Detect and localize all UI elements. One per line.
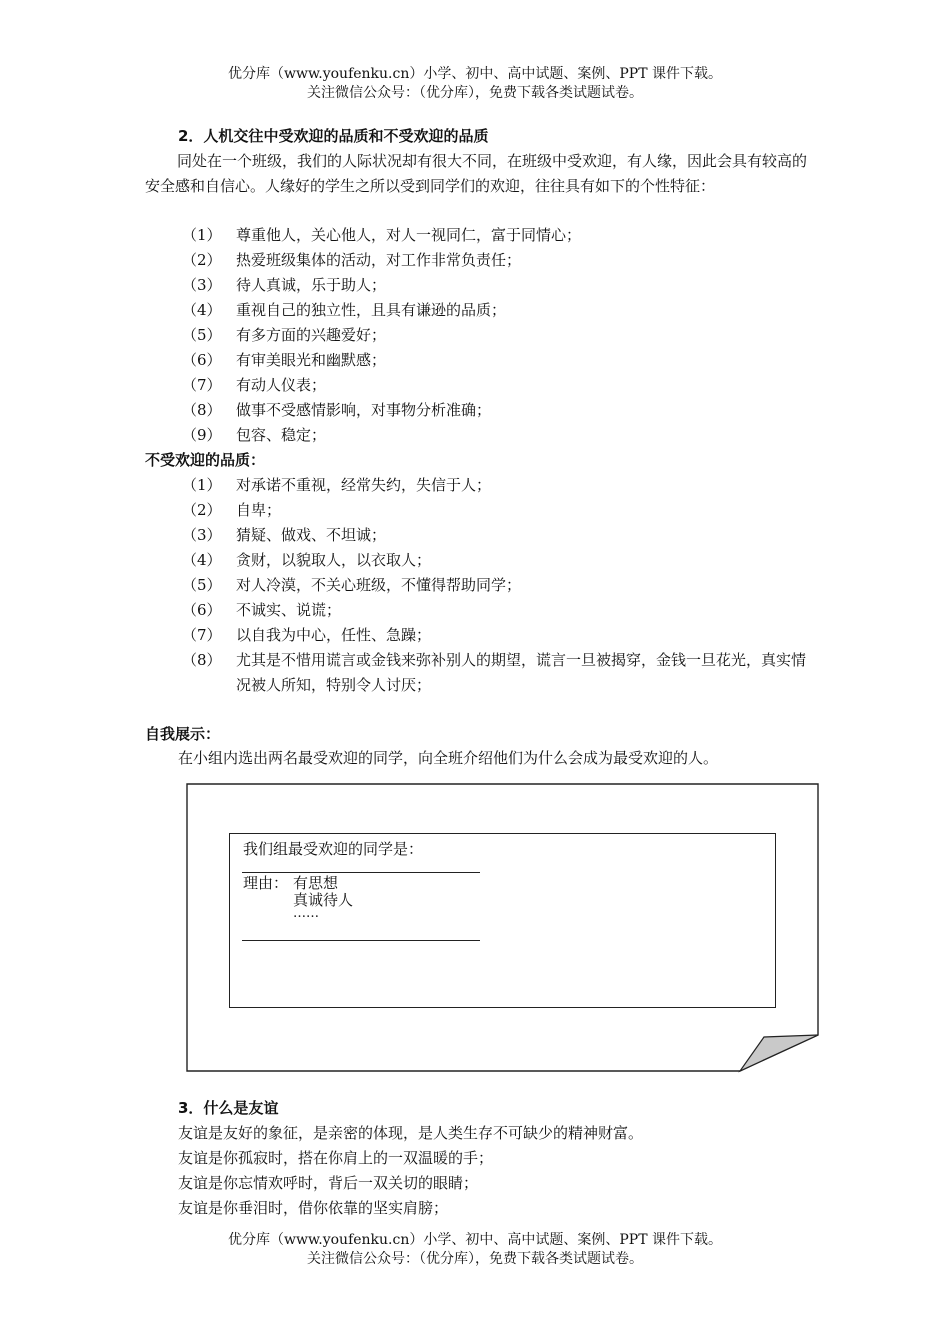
section-2-intro: 同处在一个班级，我们的人际状况却有很大不同，在班级中受欢迎，有人缘，因此会具有较高的安全感和自信心。人缘好的学生之所以受到同学们的欢迎，往往具有如下的个性特征： <box>145 152 808 195</box>
bad-qualities-title: 不受欢迎的品质： <box>145 451 266 469</box>
reason-item: …… <box>293 906 319 921</box>
list-item: （3） 待人真诚，乐于助人； <box>182 276 387 294</box>
list-item: （4） 重视自己的独立性，且具有谦逊的品质； <box>182 301 507 319</box>
list-item: （6） 不诚实、说谎； <box>182 601 342 619</box>
friendship-line: 友谊是你垂泪时，借你依靠的坚实肩膀； <box>178 1199 449 1217</box>
list-item: （2） 热爱班级集体的活动，对工作非常负责任； <box>182 251 522 269</box>
list-item: （9） 包容、稳定； <box>182 426 327 444</box>
list-item: （1） 尊重他人，关心他人，对人一视同仁，富于同情心； <box>182 226 582 244</box>
list-item: （7） 以自我为中心，任性、急躁； <box>182 626 432 644</box>
header-line-1: 优分库（www.youfenku.cn）小学、初中、高中试题、案例、PPT 课件下载。 <box>227 66 722 82</box>
friendship-line: 友谊是友好的象征，是亲密的体现，是人类生存不可缺少的精神财富。 <box>178 1124 644 1142</box>
list-item: （5） 有多方面的兴趣爱好； <box>182 326 387 344</box>
list-item: （8） 做事不受感情影响，对事物分析准确； <box>182 401 492 419</box>
reason-item: 真诚待人 <box>293 891 354 909</box>
list-item: （8） 尤其是不惜用谎言或金钱来弥补别人的期望，谎言一旦被揭穿，金钱一旦花光，真实情况被人所知，特别令人讨厌； <box>182 651 807 694</box>
reason-label: 理由： <box>243 874 289 892</box>
card-prompt: 我们组最受欢迎的同学是： <box>243 840 424 858</box>
list-item: （2） 自卑； <box>182 501 282 519</box>
name-answer-line[interactable] <box>242 872 480 873</box>
self-show-instruction: 在小组内选出两名最受欢迎的同学，向全班介绍他们为什么会成为最受欢迎的人。 <box>178 749 719 767</box>
list-item: （1） 对承诺不重视，经常失约，失信于人； <box>182 476 492 494</box>
reason-answer-line[interactable] <box>242 940 480 941</box>
bad-qualities-list <box>182 473 820 698</box>
friendship-line: 友谊是你忘情欢呼时，背后一双关切的眼睛； <box>178 1174 479 1192</box>
footer-line-2: 关注微信公众号：（优分库），免费下载各类试题试卷。 <box>307 1251 643 1267</box>
good-qualities-list <box>182 223 581 448</box>
list-item: （5） 对人冷漠，不关心班级，不懂得帮助同学； <box>182 576 522 594</box>
reason-item: 有思想 <box>293 874 339 892</box>
header-line-2: 关注微信公众号：（优分库），免费下载各类试题试卷。 <box>307 85 643 101</box>
section-2-title: 2．人机交往中受欢迎的品质和不受欢迎的品质 <box>178 127 489 145</box>
section-3-title: 3．什么是友谊 <box>178 1099 279 1117</box>
self-show-title: 自我展示： <box>145 725 221 743</box>
list-item: （4） 贪财，以貌取人，以衣取人； <box>182 551 432 569</box>
list-item: （7） 有动人仪表； <box>182 376 327 394</box>
footer-line-1: 优分库（www.youfenku.cn）小学、初中、高中试题、案例、PPT 课件下载。 <box>227 1232 722 1248</box>
list-item: （3） 猜疑、做戏、不坦诚； <box>182 526 387 544</box>
list-item: （6） 有审美眼光和幽默感； <box>182 351 387 369</box>
friendship-line: 友谊是你孤寂时，搭在你肩上的一双温暖的手； <box>178 1149 494 1167</box>
